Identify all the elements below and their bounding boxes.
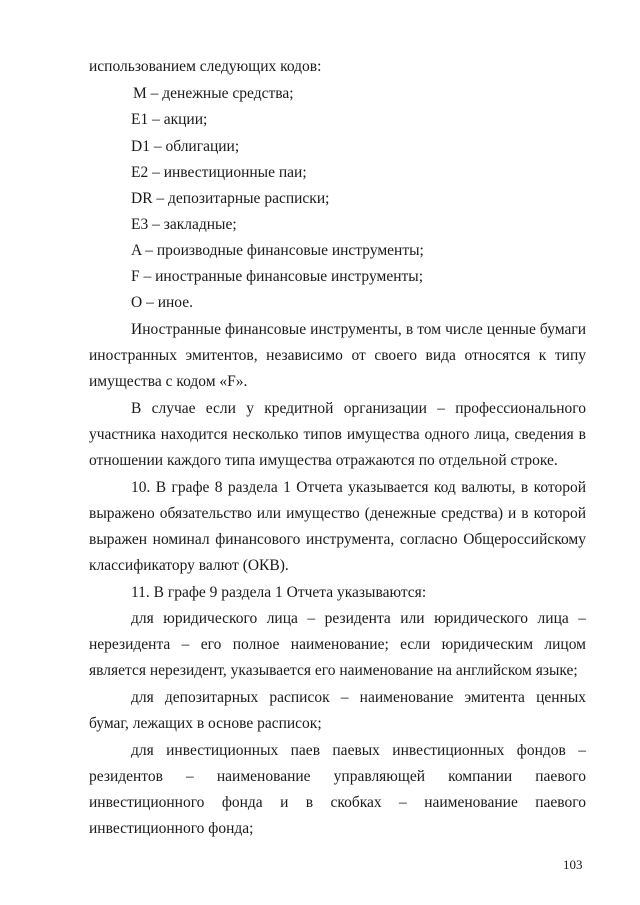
paragraph-line: участника находится несколько типов имущества одного лица, сведения в <box>89 426 586 443</box>
paragraph-line: для юридического лица – резидента или юридического лица – <box>131 610 586 627</box>
code-item: E3 – закладные; <box>131 216 237 233</box>
paragraph-line: классификатору валют (ОКВ). <box>89 557 289 574</box>
paragraph-line: отношении каждого типа имущества отражаются по отдельной строке. <box>89 452 558 469</box>
paragraph-line: нерезидента – его полное наименование; если юридическим лицом <box>89 636 586 653</box>
paragraph-line: имущества с кодом «F». <box>89 373 248 390</box>
paragraph-line: для депозитарных расписок – наименование эмитента ценных <box>131 689 586 706</box>
code-item: DR – депозитарные расписки; <box>131 190 330 207</box>
code-item: E2 – инвестиционные паи; <box>131 164 307 181</box>
paragraph-line: является нерезидент, указывается его наименование на английском языке; <box>89 662 578 679</box>
paragraph-line: бумаг, лежащих в основе расписок; <box>89 715 322 732</box>
paragraph-line: иностранных эмитентов, независимо от своего вида относятся к типу <box>89 347 586 364</box>
code-item: O – иное. <box>131 294 193 311</box>
paragraph-line: выражено обязательство или имущество (денежные средства) и в которой <box>89 505 586 522</box>
page-number: 103 <box>563 857 583 872</box>
paragraph-line: выражен номинал финансового инструмента, согласно Общероссийскому <box>89 531 586 548</box>
code-item: A – производные финансовые инструменты; <box>131 242 424 259</box>
paragraph-line: инвестиционного фонда и в скобках – наименование паевого <box>89 794 586 811</box>
paragraph-line: 10. В графе 8 раздела 1 Отчета указывается код валюты, в которой <box>131 479 586 496</box>
paragraph-line: инвестиционного фонда; <box>89 820 254 837</box>
code-item: D1 – облигации; <box>131 138 240 155</box>
code-item: F – иностранные финансовые инструменты; <box>131 268 424 285</box>
paragraph-line: резидентов – наименование управляющей компании паевого <box>89 768 586 785</box>
paragraph-line: 11. В графе 9 раздела 1 Отчета указываются: <box>131 584 427 601</box>
paragraph-line: для инвестиционных паев паевых инвестиционных фондов – <box>131 742 586 759</box>
code-item: M – денежные средства; <box>133 85 294 102</box>
code-item: E1 – акции; <box>131 111 208 128</box>
text-line: использованием следующих кодов: <box>89 58 322 75</box>
paragraph-line: В случае если у кредитной организации – профессионального <box>131 400 586 417</box>
paragraph-line: Иностранные финансовые инструменты, в том числе ценные бумаги <box>131 321 586 338</box>
